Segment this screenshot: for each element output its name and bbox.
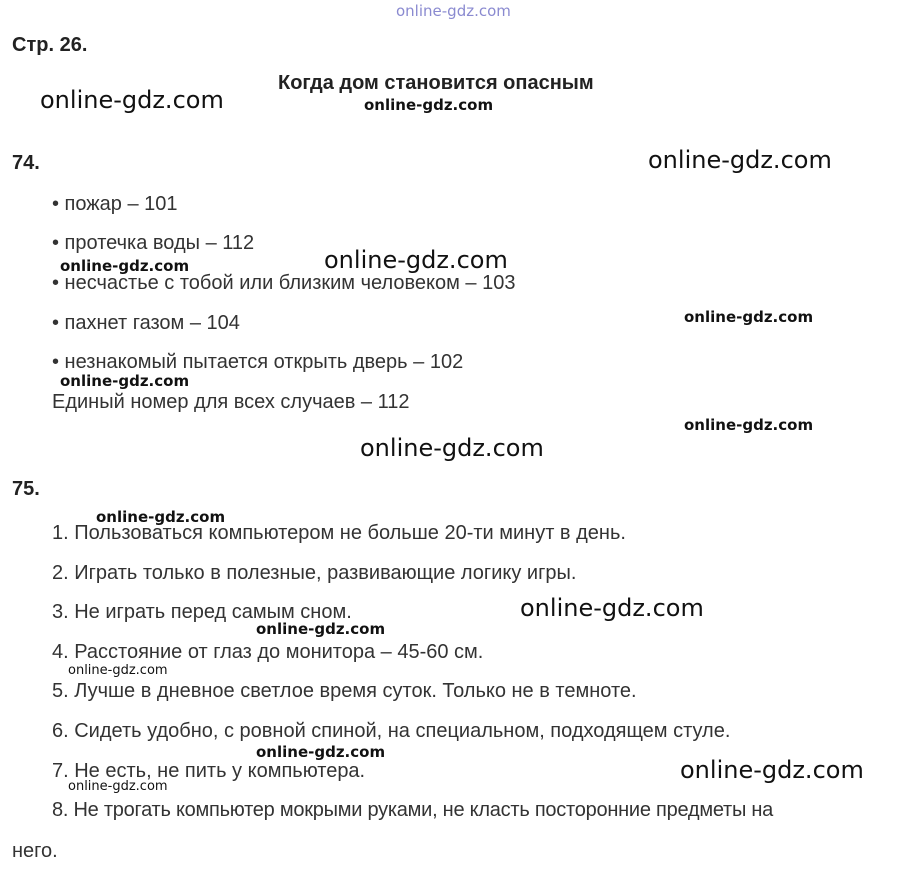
watermark: online-gdz.com bbox=[684, 416, 814, 434]
task-74-item: • пожар – 101 bbox=[52, 193, 178, 215]
watermark: online-gdz.com bbox=[68, 663, 168, 678]
task-74-item: • протечка воды – 112 bbox=[52, 232, 255, 254]
task-75-item: 5. Лучше в дневное светлое время суток. Только не в темноте. bbox=[52, 680, 637, 702]
watermark: online-gdz.com bbox=[360, 434, 544, 462]
watermark: online-gdz.com bbox=[364, 96, 494, 114]
watermark: online-gdz.com bbox=[520, 594, 704, 622]
watermark: online-gdz.com bbox=[648, 146, 832, 174]
task-75-item: 1. Пользоваться компьютером не больше 20-ти минут в день. bbox=[52, 522, 626, 544]
task-74-item: • пахнет газом – 104 bbox=[52, 312, 240, 334]
watermark: online-gdz.com bbox=[684, 308, 814, 326]
watermark: online-gdz.com bbox=[256, 620, 386, 638]
task-75-item: 2. Играть только в полезные, развивающие логику игры. bbox=[52, 562, 577, 584]
task-74-item: • незнакомый пытается открыть дверь – 102 bbox=[52, 351, 464, 373]
page-title: Когда дом становится опасным bbox=[278, 72, 594, 94]
watermark: online-gdz.com bbox=[68, 779, 168, 794]
watermark: online-gdz.com bbox=[324, 246, 508, 274]
task-75-item: 8. Не трогать компьютер мокрыми руками, не класть посторонние предметы на bbox=[52, 799, 774, 821]
task-75-continuation: него. bbox=[12, 840, 58, 862]
task-75-item: 3. Не играть перед самым сном. bbox=[52, 601, 352, 623]
task-75-item: 4. Расстояние от глаз до монитора – 45-60 см. bbox=[52, 641, 484, 663]
watermark: online-gdz.com bbox=[96, 508, 226, 526]
top-watermark: online-gdz.com bbox=[396, 2, 511, 20]
task-75-item: 7. Не есть, не пить у компьютера. bbox=[52, 760, 366, 782]
page-number: Стр. 26. bbox=[12, 34, 88, 56]
watermark: online-gdz.com bbox=[680, 756, 864, 784]
watermark: online-gdz.com bbox=[256, 743, 386, 761]
watermark: online-gdz.com bbox=[40, 86, 224, 114]
task-75-number: 75. bbox=[12, 478, 40, 500]
task-74-number: 74. bbox=[12, 152, 40, 174]
task-74-summary: Единый номер для всех случаев – 112 bbox=[52, 391, 410, 413]
task-75-item: 6. Сидеть удобно, с ровной спиной, на специальном, подходящем стуле. bbox=[52, 720, 731, 742]
task-74-item: • несчастье с тобой или близким человеком – 103 bbox=[52, 272, 516, 294]
watermark: online-gdz.com bbox=[60, 257, 190, 275]
watermark: online-gdz.com bbox=[60, 372, 190, 390]
